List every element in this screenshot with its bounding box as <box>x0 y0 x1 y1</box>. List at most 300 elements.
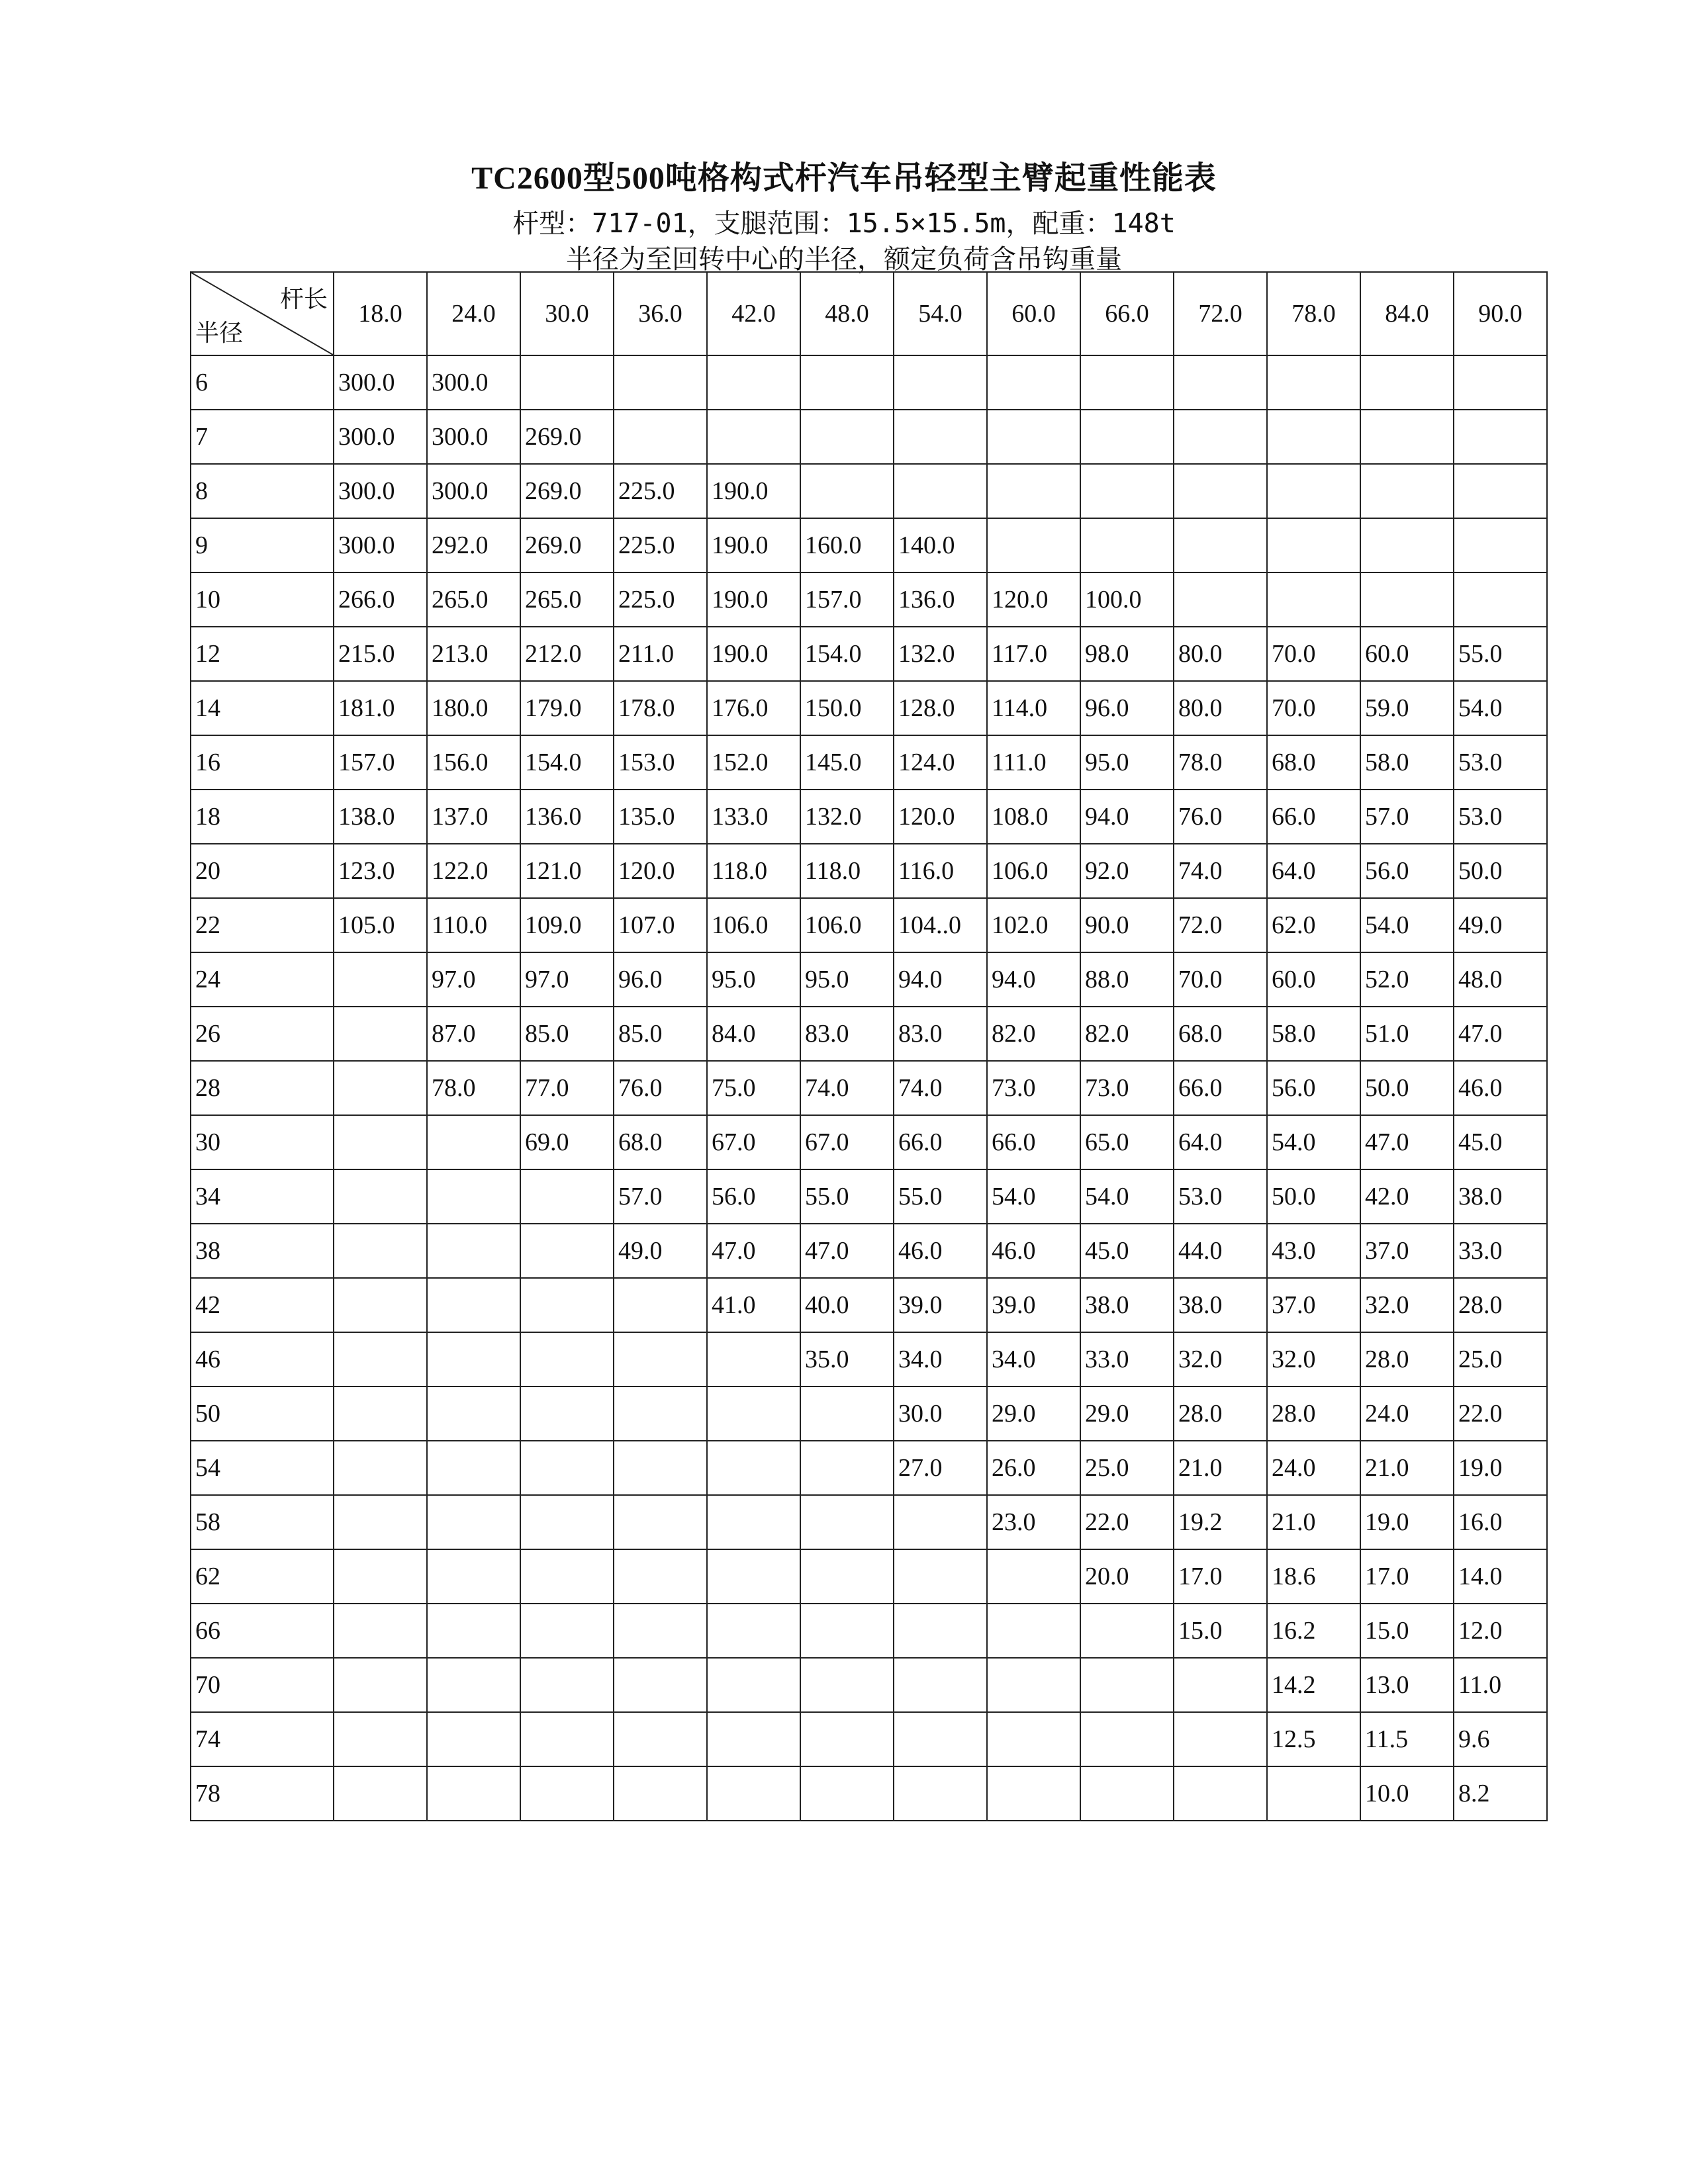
capacity-cell: 20.0 <box>1080 1549 1174 1604</box>
capacity-cell <box>334 1604 427 1658</box>
capacity-cell <box>1080 1712 1174 1766</box>
capacity-cell: 66.0 <box>894 1115 987 1169</box>
capacity-cell: 16.2 <box>1267 1604 1360 1658</box>
capacity-cell <box>1080 518 1174 572</box>
radius-label: 半径 <box>195 320 244 346</box>
capacity-cell: 176.0 <box>707 681 800 735</box>
radius-cell: 66 <box>191 1604 334 1658</box>
capacity-cell <box>614 1278 707 1332</box>
capacity-cell <box>987 1604 1080 1658</box>
capacity-cell <box>520 1387 614 1441</box>
table-row <box>191 1224 1547 1278</box>
table-row <box>191 464 1547 518</box>
capacity-cell: 118.0 <box>800 844 894 898</box>
capacity-cell: 50.0 <box>1360 1061 1454 1115</box>
radius-cell: 20 <box>191 844 334 898</box>
table-row <box>191 1387 1547 1441</box>
capacity-cell <box>427 1604 520 1658</box>
capacity-cell <box>334 1549 427 1604</box>
radius-cell: 26 <box>191 1007 334 1061</box>
capacity-cell: 23.0 <box>987 1495 1080 1549</box>
capacity-cell: 97.0 <box>427 952 520 1007</box>
capacity-cell: 95.0 <box>707 952 800 1007</box>
capacity-cell: 157.0 <box>334 735 427 790</box>
capacity-cell: 46.0 <box>1454 1061 1547 1115</box>
column-header-boom-length: 54.0 <box>894 272 987 355</box>
capacity-cell: 104..0 <box>894 898 987 952</box>
radius-cell: 6 <box>191 355 334 410</box>
capacity-cell <box>707 410 800 464</box>
capacity-cell <box>1080 1658 1174 1712</box>
capacity-cell: 92.0 <box>1080 844 1174 898</box>
capacity-cell <box>614 1387 707 1441</box>
capacity-cell: 97.0 <box>520 952 614 1007</box>
capacity-cell: 76.0 <box>614 1061 707 1115</box>
capacity-cell: 269.0 <box>520 464 614 518</box>
capacity-cell: 8.2 <box>1454 1766 1547 1821</box>
capacity-cell: 269.0 <box>520 518 614 572</box>
capacity-cell <box>334 1007 427 1061</box>
capacity-cell: 53.0 <box>1174 1169 1267 1224</box>
capacity-cell <box>427 1549 520 1604</box>
capacity-cell: 25.0 <box>1454 1332 1547 1387</box>
capacity-cell <box>1174 1712 1267 1766</box>
capacity-cell: 44.0 <box>1174 1224 1267 1278</box>
column-header-boom-length: 30.0 <box>520 272 614 355</box>
capacity-cell <box>1080 410 1174 464</box>
capacity-cell: 56.0 <box>1267 1061 1360 1115</box>
radius-cell: 28 <box>191 1061 334 1115</box>
capacity-cell <box>520 1549 614 1604</box>
capacity-cell: 58.0 <box>1267 1007 1360 1061</box>
capacity-cell: 94.0 <box>987 952 1080 1007</box>
capacity-cell: 37.0 <box>1360 1224 1454 1278</box>
capacity-cell: 76.0 <box>1174 790 1267 844</box>
capacity-cell <box>707 1332 800 1387</box>
capacity-cell: 28.0 <box>1360 1332 1454 1387</box>
capacity-cell <box>427 1495 520 1549</box>
capacity-cell: 80.0 <box>1174 627 1267 681</box>
capacity-cell <box>614 1495 707 1549</box>
capacity-cell: 35.0 <box>800 1332 894 1387</box>
capacity-cell <box>1454 464 1547 518</box>
capacity-cell: 57.0 <box>614 1169 707 1224</box>
capacity-cell: 38.0 <box>1454 1169 1547 1224</box>
capacity-cell: 82.0 <box>987 1007 1080 1061</box>
capacity-cell <box>614 1332 707 1387</box>
capacity-cell: 150.0 <box>800 681 894 735</box>
capacity-cell: 45.0 <box>1454 1115 1547 1169</box>
capacity-cell <box>987 1549 1080 1604</box>
capacity-cell: 300.0 <box>427 464 520 518</box>
capacity-cell: 13.0 <box>1360 1658 1454 1712</box>
capacity-cell <box>427 1712 520 1766</box>
capacity-cell: 46.0 <box>894 1224 987 1278</box>
capacity-cell: 82.0 <box>1080 1007 1174 1061</box>
capacity-cell <box>800 1441 894 1495</box>
capacity-cell <box>1454 572 1547 627</box>
capacity-cell: 94.0 <box>1080 790 1174 844</box>
table-row <box>191 1169 1547 1224</box>
capacity-cell: 133.0 <box>707 790 800 844</box>
capacity-cell: 47.0 <box>1360 1115 1454 1169</box>
capacity-cell <box>1174 355 1267 410</box>
capacity-cell: 67.0 <box>707 1115 800 1169</box>
capacity-cell <box>1174 410 1267 464</box>
capacity-cell: 225.0 <box>614 518 707 572</box>
capacity-cell <box>520 1224 614 1278</box>
capacity-cell: 178.0 <box>614 681 707 735</box>
capacity-cell <box>614 410 707 464</box>
capacity-cell <box>987 464 1080 518</box>
capacity-cell <box>334 1115 427 1169</box>
capacity-cell <box>520 1278 614 1332</box>
capacity-cell: 15.0 <box>1360 1604 1454 1658</box>
capacity-cell: 120.0 <box>614 844 707 898</box>
capacity-cell: 132.0 <box>800 790 894 844</box>
capacity-cell: 265.0 <box>520 572 614 627</box>
capacity-cell: 19.0 <box>1360 1495 1454 1549</box>
table-row <box>191 1278 1547 1332</box>
radius-cell: 46 <box>191 1332 334 1387</box>
capacity-cell: 145.0 <box>800 735 894 790</box>
capacity-cell <box>987 1766 1080 1821</box>
radius-cell: 10 <box>191 572 334 627</box>
capacity-cell: 100.0 <box>1080 572 1174 627</box>
radius-cell: 70 <box>191 1658 334 1712</box>
table-row <box>191 1061 1547 1115</box>
capacity-cell <box>707 1766 800 1821</box>
capacity-cell: 83.0 <box>894 1007 987 1061</box>
capacity-cell <box>334 1658 427 1712</box>
capacity-cell <box>1080 464 1174 518</box>
capacity-cell: 96.0 <box>614 952 707 1007</box>
capacity-cell <box>707 1604 800 1658</box>
capacity-cell: 300.0 <box>427 410 520 464</box>
capacity-cell <box>894 1658 987 1712</box>
capacity-cell <box>894 1766 987 1821</box>
capacity-cell <box>520 1658 614 1712</box>
header-row <box>191 272 1547 355</box>
radius-cell: 7 <box>191 410 334 464</box>
capacity-cell <box>800 1658 894 1712</box>
column-header-boom-length: 24.0 <box>427 272 520 355</box>
capacity-cell <box>520 355 614 410</box>
capacity-cell <box>1360 410 1454 464</box>
radius-cell: 9 <box>191 518 334 572</box>
capacity-cell: 47.0 <box>707 1224 800 1278</box>
capacity-cell: 17.0 <box>1174 1549 1267 1604</box>
capacity-cell: 88.0 <box>1080 952 1174 1007</box>
radius-cell: 58 <box>191 1495 334 1549</box>
capacity-cell: 28.0 <box>1267 1387 1360 1441</box>
radius-cell: 24 <box>191 952 334 1007</box>
capacity-cell: 265.0 <box>427 572 520 627</box>
capacity-cell <box>1267 355 1360 410</box>
table-row <box>191 1332 1547 1387</box>
radius-cell: 50 <box>191 1387 334 1441</box>
capacity-cell <box>614 1549 707 1604</box>
table-row <box>191 1549 1547 1604</box>
capacity-cell: 42.0 <box>1360 1169 1454 1224</box>
table-row <box>191 681 1547 735</box>
capacity-cell: 140.0 <box>894 518 987 572</box>
capacity-cell: 69.0 <box>520 1115 614 1169</box>
capacity-cell: 78.0 <box>1174 735 1267 790</box>
capacity-cell: 114.0 <box>987 681 1080 735</box>
capacity-cell: 52.0 <box>1360 952 1454 1007</box>
capacity-cell <box>707 1712 800 1766</box>
column-header-boom-length: 90.0 <box>1454 272 1547 355</box>
capacity-cell <box>427 1766 520 1821</box>
capacity-cell: 55.0 <box>894 1169 987 1224</box>
column-header-boom-length: 48.0 <box>800 272 894 355</box>
capacity-cell: 43.0 <box>1267 1224 1360 1278</box>
radius-cell: 38 <box>191 1224 334 1278</box>
capacity-cell <box>427 1441 520 1495</box>
capacity-cell: 19.2 <box>1174 1495 1267 1549</box>
table-row <box>191 410 1547 464</box>
capacity-cell <box>614 1604 707 1658</box>
capacity-cell: 47.0 <box>800 1224 894 1278</box>
capacity-cell: 58.0 <box>1360 735 1454 790</box>
capacity-cell: 54.0 <box>1267 1115 1360 1169</box>
capacity-cell <box>614 1712 707 1766</box>
capacity-cell: 32.0 <box>1360 1278 1454 1332</box>
capacity-cell: 21.0 <box>1174 1441 1267 1495</box>
capacity-cell: 85.0 <box>614 1007 707 1061</box>
table-row <box>191 898 1547 952</box>
capacity-cell: 111.0 <box>987 735 1080 790</box>
radius-cell: 22 <box>191 898 334 952</box>
capacity-cell <box>800 1387 894 1441</box>
capacity-cell <box>334 952 427 1007</box>
capacity-cell: 135.0 <box>614 790 707 844</box>
capacity-cell: 60.0 <box>1267 952 1360 1007</box>
capacity-cell <box>1267 518 1360 572</box>
capacity-cell: 25.0 <box>1080 1441 1174 1495</box>
capacity-cell <box>894 464 987 518</box>
capacity-cell: 122.0 <box>427 844 520 898</box>
radius-cell: 30 <box>191 1115 334 1169</box>
capacity-cell <box>1454 355 1547 410</box>
capacity-cell <box>800 410 894 464</box>
capacity-cell <box>894 355 987 410</box>
capacity-cell <box>894 1495 987 1549</box>
capacity-cell: 116.0 <box>894 844 987 898</box>
capacity-cell: 190.0 <box>707 518 800 572</box>
capacity-cell: 11.5 <box>1360 1712 1454 1766</box>
note-subtitle: 半径为至回转中心的半径，额定负荷含吊钩重量 <box>566 244 1122 274</box>
capacity-cell: 57.0 <box>1360 790 1454 844</box>
capacity-cell: 11.0 <box>1454 1658 1547 1712</box>
capacity-cell: 160.0 <box>800 518 894 572</box>
capacity-cell: 84.0 <box>707 1007 800 1061</box>
capacity-cell: 66.0 <box>987 1115 1080 1169</box>
table-row <box>191 735 1547 790</box>
table-row <box>191 627 1547 681</box>
capacity-cell: 87.0 <box>427 1007 520 1061</box>
capacity-cell <box>1267 1766 1360 1821</box>
capacity-cell <box>1360 518 1454 572</box>
capacity-cell: 50.0 <box>1454 844 1547 898</box>
column-header-boom-length: 84.0 <box>1360 272 1454 355</box>
capacity-cell <box>520 1712 614 1766</box>
capacity-cell: 46.0 <box>987 1224 1080 1278</box>
capacity-cell <box>987 1712 1080 1766</box>
capacity-cell: 49.0 <box>1454 898 1547 952</box>
capacity-cell: 108.0 <box>987 790 1080 844</box>
capacity-cell: 16.0 <box>1454 1495 1547 1549</box>
capacity-cell <box>1080 355 1174 410</box>
capacity-cell <box>800 1495 894 1549</box>
capacity-cell: 54.0 <box>1360 898 1454 952</box>
capacity-cell: 39.0 <box>894 1278 987 1332</box>
capacity-cell <box>334 1169 427 1224</box>
capacity-cell: 74.0 <box>1174 844 1267 898</box>
capacity-cell: 38.0 <box>1174 1278 1267 1332</box>
capacity-cell <box>1174 518 1267 572</box>
capacity-cell: 85.0 <box>520 1007 614 1061</box>
capacity-cell: 74.0 <box>800 1061 894 1115</box>
capacity-cell <box>707 1549 800 1604</box>
capacity-cell <box>614 1658 707 1712</box>
capacity-cell: 225.0 <box>614 572 707 627</box>
capacity-cell <box>1267 464 1360 518</box>
column-header-boom-length: 18.0 <box>334 272 427 355</box>
capacity-cell: 32.0 <box>1174 1332 1267 1387</box>
capacity-cell: 29.0 <box>987 1387 1080 1441</box>
table-row <box>191 1495 1547 1549</box>
capacity-cell: 90.0 <box>1080 898 1174 952</box>
capacity-cell: 28.0 <box>1174 1387 1267 1441</box>
capacity-cell <box>1360 572 1454 627</box>
capacity-cell: 269.0 <box>520 410 614 464</box>
capacity-cell: 124.0 <box>894 735 987 790</box>
capacity-cell: 54.0 <box>1454 681 1547 735</box>
table-row <box>191 1441 1547 1495</box>
capacity-cell: 95.0 <box>800 952 894 1007</box>
capacity-cell <box>1174 572 1267 627</box>
capacity-cell: 22.0 <box>1454 1387 1547 1441</box>
radius-cell: 8 <box>191 464 334 518</box>
capacity-cell <box>334 1332 427 1387</box>
capacity-cell: 190.0 <box>707 627 800 681</box>
capacity-cell: 300.0 <box>334 410 427 464</box>
capacity-cell: 121.0 <box>520 844 614 898</box>
capacity-cell <box>427 1387 520 1441</box>
capacity-cell: 53.0 <box>1454 735 1547 790</box>
capacity-cell <box>1174 1766 1267 1821</box>
capacity-cell <box>614 1441 707 1495</box>
capacity-cell: 300.0 <box>334 464 427 518</box>
capacity-cell: 181.0 <box>334 681 427 735</box>
capacity-cell: 34.0 <box>894 1332 987 1387</box>
capacity-cell: 28.0 <box>1454 1278 1547 1332</box>
capacity-cell <box>614 355 707 410</box>
column-header-boom-length: 36.0 <box>614 272 707 355</box>
capacity-cell <box>520 1766 614 1821</box>
capacity-cell: 26.0 <box>987 1441 1080 1495</box>
capacity-cell <box>894 1549 987 1604</box>
capacity-cell <box>334 1441 427 1495</box>
capacity-cell: 77.0 <box>520 1061 614 1115</box>
capacity-cell: 300.0 <box>334 355 427 410</box>
capacity-cell: 137.0 <box>427 790 520 844</box>
capacity-cell: 153.0 <box>614 735 707 790</box>
capacity-cell: 38.0 <box>1080 1278 1174 1332</box>
capacity-cell: 66.0 <box>1267 790 1360 844</box>
capacity-cell: 96.0 <box>1080 681 1174 735</box>
capacity-cell: 109.0 <box>520 898 614 952</box>
capacity-cell: 18.6 <box>1267 1549 1360 1604</box>
radius-cell: 14 <box>191 681 334 735</box>
capacity-cell: 300.0 <box>427 355 520 410</box>
capacity-cell: 59.0 <box>1360 681 1454 735</box>
capacity-cell: 136.0 <box>520 790 614 844</box>
capacity-cell: 56.0 <box>1360 844 1454 898</box>
table-row <box>191 790 1547 844</box>
capacity-cell <box>334 1278 427 1332</box>
radius-cell: 18 <box>191 790 334 844</box>
capacity-cell: 292.0 <box>427 518 520 572</box>
radius-cell: 34 <box>191 1169 334 1224</box>
capacity-cell <box>800 464 894 518</box>
capacity-cell <box>334 1712 427 1766</box>
capacity-cell <box>334 1061 427 1115</box>
capacity-cell: 27.0 <box>894 1441 987 1495</box>
capacity-cell: 53.0 <box>1454 790 1547 844</box>
capacity-cell <box>614 1766 707 1821</box>
capacity-cell: 83.0 <box>800 1007 894 1061</box>
table-row <box>191 1766 1547 1821</box>
capacity-cell: 67.0 <box>800 1115 894 1169</box>
capacity-cell <box>427 1169 520 1224</box>
capacity-cell <box>707 1387 800 1441</box>
capacity-cell: 211.0 <box>614 627 707 681</box>
capacity-cell: 49.0 <box>614 1224 707 1278</box>
table-row <box>191 1658 1547 1712</box>
capacity-cell: 48.0 <box>1454 952 1547 1007</box>
capacity-cell: 70.0 <box>1267 681 1360 735</box>
capacity-cell: 106.0 <box>987 844 1080 898</box>
capacity-cell: 300.0 <box>334 518 427 572</box>
capacity-cell <box>894 1712 987 1766</box>
capacity-cell: 22.0 <box>1080 1495 1174 1549</box>
capacity-cell <box>427 1224 520 1278</box>
capacity-cell: 17.0 <box>1360 1549 1454 1604</box>
radius-cell: 42 <box>191 1278 334 1332</box>
capacity-cell: 120.0 <box>987 572 1080 627</box>
capacity-cell: 212.0 <box>520 627 614 681</box>
table-row <box>191 844 1547 898</box>
capacity-cell <box>520 1332 614 1387</box>
capacity-cell: 154.0 <box>800 627 894 681</box>
capacity-cell <box>334 1224 427 1278</box>
capacity-cell <box>427 1115 520 1169</box>
capacity-cell: 62.0 <box>1267 898 1360 952</box>
capacity-cell <box>334 1387 427 1441</box>
capacity-cell: 98.0 <box>1080 627 1174 681</box>
capacity-cell: 65.0 <box>1080 1115 1174 1169</box>
capacity-cell: 105.0 <box>334 898 427 952</box>
capacity-cell <box>334 1495 427 1549</box>
capacity-cell <box>707 355 800 410</box>
page-title: TC2600型500吨格构式杆汽车吊轻型主臂起重性能表 <box>471 161 1217 196</box>
capacity-cell <box>800 1604 894 1658</box>
capacity-cell <box>520 1495 614 1549</box>
capacity-cell: 41.0 <box>707 1278 800 1332</box>
